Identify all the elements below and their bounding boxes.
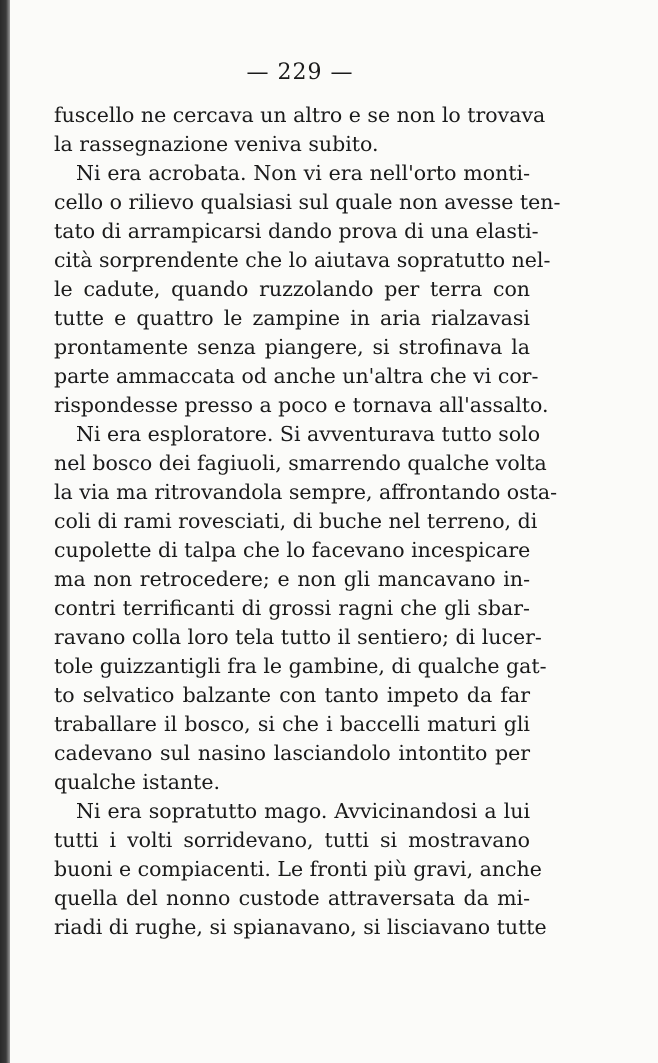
text-line: qualche istante. <box>54 770 221 794</box>
page-number: — 229 — <box>246 60 354 85</box>
paragraph <box>54 420 558 797</box>
text-line: Ni era acrobata. Non vi era nell'orto monti- <box>76 161 530 185</box>
text-line: cità sorprendente che lo aiutava sopratutto nel- <box>54 248 551 272</box>
text-line: contri terrificanti di grossi ragni che gli sbar- <box>54 596 530 620</box>
text-line: le cadute, quando ruzzolando per terra con <box>54 277 530 301</box>
paragraph <box>54 159 561 420</box>
text-line: la via ma ritrovandola sempre, affrontando osta- <box>54 480 558 504</box>
text-line: cupolette di talpa che lo facevano incespicare <box>54 538 531 562</box>
text-line: ma non retrocedere; e non gli mancavano in- <box>54 567 530 591</box>
body-text <box>54 101 561 942</box>
text-line: Ni era esploratore. Si avventurava tutto solo <box>76 422 541 446</box>
text-line: rispondesse presso a poco e tornava all'assalto. <box>54 393 549 417</box>
paragraph <box>54 101 546 159</box>
text-line: coli di rami rovesciati, di buche nel terreno, di <box>54 509 538 533</box>
text-line: traballare il bosco, si che i baccelli maturi gli <box>54 712 530 736</box>
text-line: buoni e compiacenti. Le fronti più gravi, anche <box>54 857 542 881</box>
text-line: quella del nonno custode attraversata da mi- <box>54 886 530 910</box>
text-line: nel bosco dei fagiuoli, smarrendo qualche volta <box>54 451 547 475</box>
paragraph <box>54 797 547 942</box>
text-line: tole guizzantigli fra le gambine, di qualche gat- <box>54 654 547 678</box>
text-line: tato di arrampicarsi dando prova di una elasti- <box>54 219 539 243</box>
text-line: la rassegnazione veniva subito. <box>54 132 379 156</box>
text-line: fuscello ne cercava un altro e se non lo trovava <box>54 103 546 127</box>
text-line: riadi di rughe, si spianavano, si lisciavano tutte <box>54 915 547 939</box>
text-line: tutte e quattro le zampine in aria rialzavasi <box>54 306 530 330</box>
text-line: to selvatico balzante con tanto impeto da far <box>54 683 530 707</box>
text-line: parte ammaccata od anche un'altra che vi cor- <box>54 364 539 388</box>
text-line: tutti i volti sorridevano, tutti si mostravano <box>54 828 530 852</box>
book-binding-edge <box>0 0 10 1063</box>
text-line: cadevano sul nasino lasciandolo intontito per <box>54 741 530 765</box>
text-line: ravano colla loro tela tutto il sentiero; di lucer- <box>54 625 542 649</box>
text-line: cello o rilievo qualsiasi sul quale non avesse ten- <box>54 190 561 214</box>
text-line: prontamente senza piangere, si strofinava la <box>54 335 530 359</box>
text-line: Ni era sopratutto mago. Avvicinandosi a lui <box>76 799 530 823</box>
